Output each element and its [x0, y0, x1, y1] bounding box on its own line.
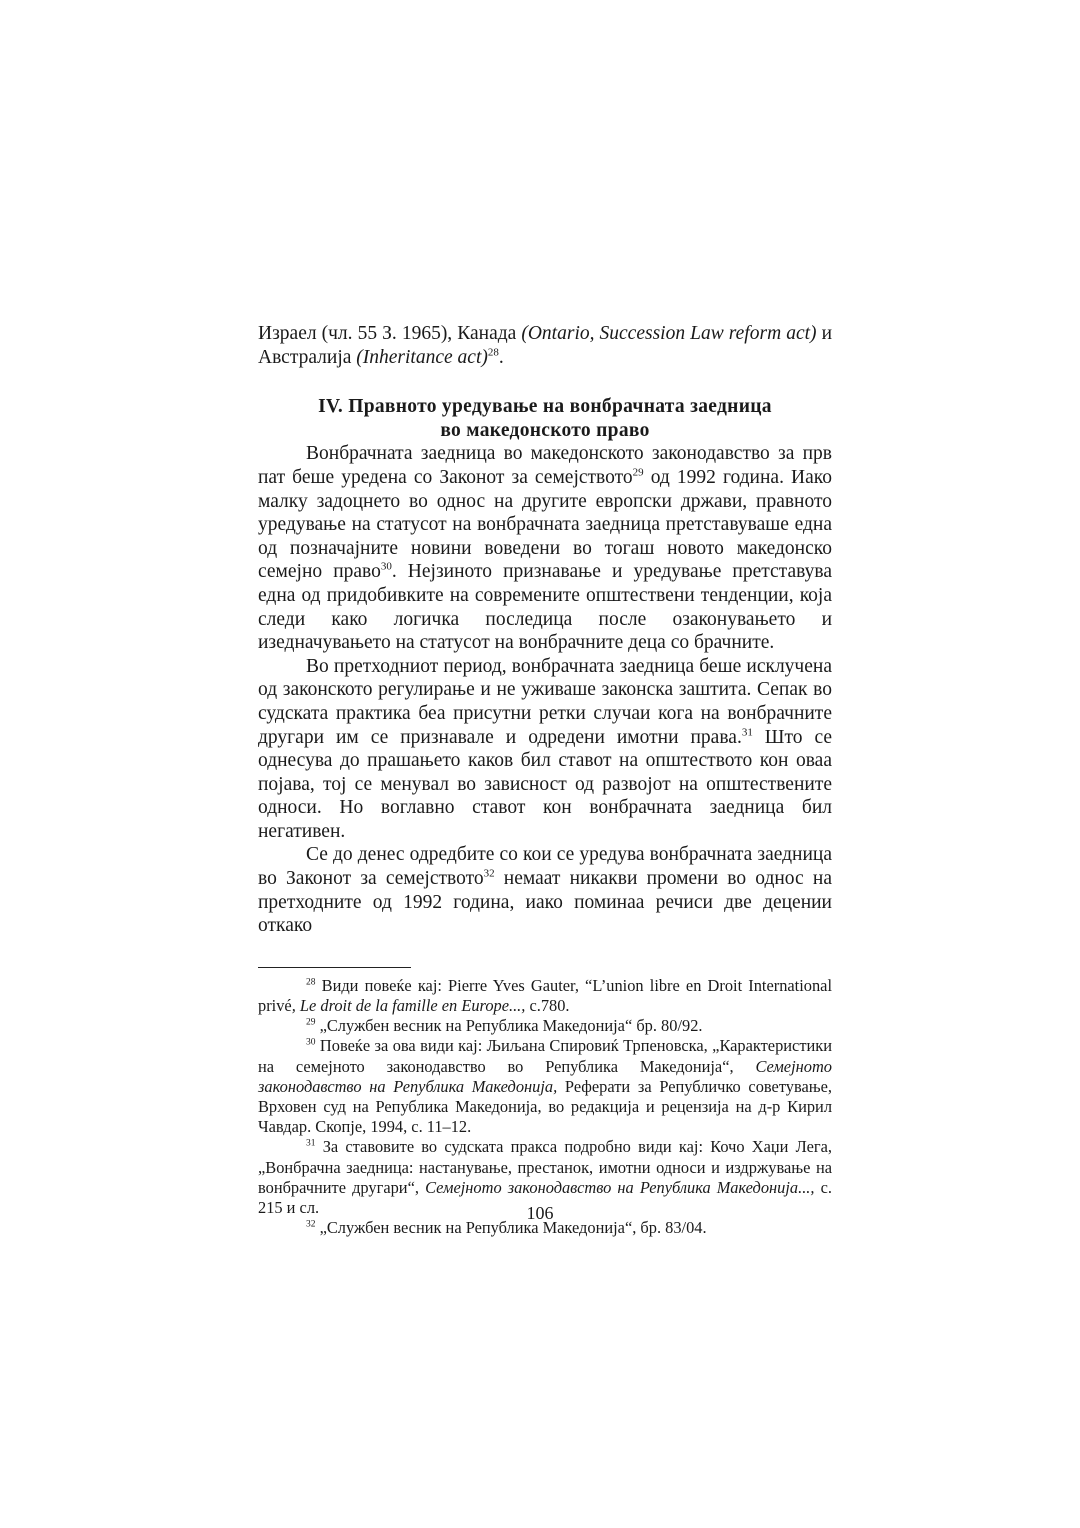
footnote-30 — [258, 1036, 832, 1137]
footnote-italic: Семејното законодавство на Република Македонија..., — [425, 1177, 815, 1197]
footnote-number: 31 — [306, 1139, 316, 1149]
page-body — [258, 322, 832, 1238]
footnote-separator — [258, 967, 411, 968]
intro-paragraph — [258, 322, 832, 369]
page-number: 106 — [526, 1203, 554, 1223]
paragraph-2 — [258, 655, 832, 844]
paragraph-text: Вонбрачната заедница во македонското законодавство за прв пат беше уредена со Законот за семејството — [258, 443, 832, 488]
paragraph-text: . Нејзиното признавање и уредување претставува една од придобивките на современите општествени тенденции, која следи како логичка последица после озаконувањето и изедначувањето на статусот на вонбрачните деца со брачните. — [258, 561, 832, 654]
section-heading-line2: во македонското право — [440, 419, 650, 441]
footnote-ref-31: 31 — [741, 726, 753, 738]
footnote-ref-32: 32 — [483, 867, 495, 880]
footnote-text: c.780. — [525, 996, 570, 1016]
footnote-number: 28 — [306, 977, 316, 988]
footnote-text: Реферати за Републичко советување, Врховен суд на Република Македонија, во редакција и рецензија на д-р Кирил Чавдар. Скопје, 1994, с. 11–12. — [258, 1076, 832, 1137]
intro-italic-inheritance: (Inheritance act) — [356, 346, 488, 368]
footnote-text: Види повеќе кај: Pierre Yves Gauter, “L’union libre en Droit International privé — [258, 975, 832, 1016]
section-heading — [258, 395, 832, 442]
intro-text: и Австралија — [258, 323, 832, 368]
intro-italic-ontario: (Ontario, Succession Law reform act) — [521, 323, 817, 344]
footnote-text: За ставовите во судската пракса подробно види кај: Кочо Хаџи Лега, „Вонбрачна заедница: настанување, престанок, имотни односи и издржување на вонбрачните другари“, — [258, 1137, 832, 1197]
section-heading-line1: IV. Правното уредување на вонбрачната заедница — [318, 396, 772, 418]
footnote-28 — [258, 976, 832, 1016]
footnote-number: 30 — [306, 1037, 316, 1048]
paragraph-text: Се до денес одредбите со кои се уредува вонбрачната заедница во Законот за семејството — [258, 844, 832, 890]
footnote-ref-30: 30 — [380, 560, 392, 573]
paragraph-3 — [258, 843, 832, 937]
footnote-text: с. 215 и сл. — [258, 1177, 832, 1218]
footnote-number: 29 — [306, 1017, 316, 1028]
intro-text: Израел (чл. 55 З. 1965), Канада — [258, 323, 522, 344]
footnote-ref-28: 28 — [487, 346, 499, 359]
paragraph-1 — [258, 442, 832, 654]
paragraph-text: Што се однесува до прашањето каков бил ставот на општеството кон оваа појава, тој се менувал во зависност од развојот на општествените односи. Но воглавно ставот кон вонбрачната заедница бил негативен. — [258, 726, 833, 842]
paragraph-text: Во претходниот период, вонбрачната заедница беше исклучена од законското регулирање и не уживаше законска заштита. Сепак во судската практика беа присутни ретки случаи кога на вонбрачните другари им се признавале и одредени имотни права. — [258, 655, 832, 748]
footnote-text: Повеќе за ова види кај: Љиљана Спировиќ Трпеновска, „Карактеристики на семејното законодавство во Република Македонија“, — [258, 1036, 832, 1076]
footnote-number: 32 — [306, 1219, 316, 1230]
paragraph-text: од 1992 година. Иако малку задоцнето во однос на другите европски држави, правното уредување на статусот на вонбрачната заедница претставуваше една од позначајните новини воведени во тогаш новото македонско семејно право — [258, 466, 832, 583]
intro-text: . — [498, 346, 504, 368]
footnote-italic: Семејното законодавство на Република Македонија, — [258, 1056, 832, 1096]
paragraph-text: немаат никакви промени во однос на претходните од 1992 година, иако поминаа речиси две децении откако — [258, 868, 832, 937]
footnote-ref-29: 29 — [632, 466, 644, 479]
footnote-italic: , Le droit de la famille en Europe..., — [291, 996, 526, 1016]
footnote-29 — [258, 1016, 832, 1036]
footnote-text: „Службен весник на Република Македонија“ бр. 80/92. — [315, 1016, 703, 1036]
footnote-text: „Службен весник на Република Македонија“, бр. 83/04. — [315, 1218, 707, 1238]
